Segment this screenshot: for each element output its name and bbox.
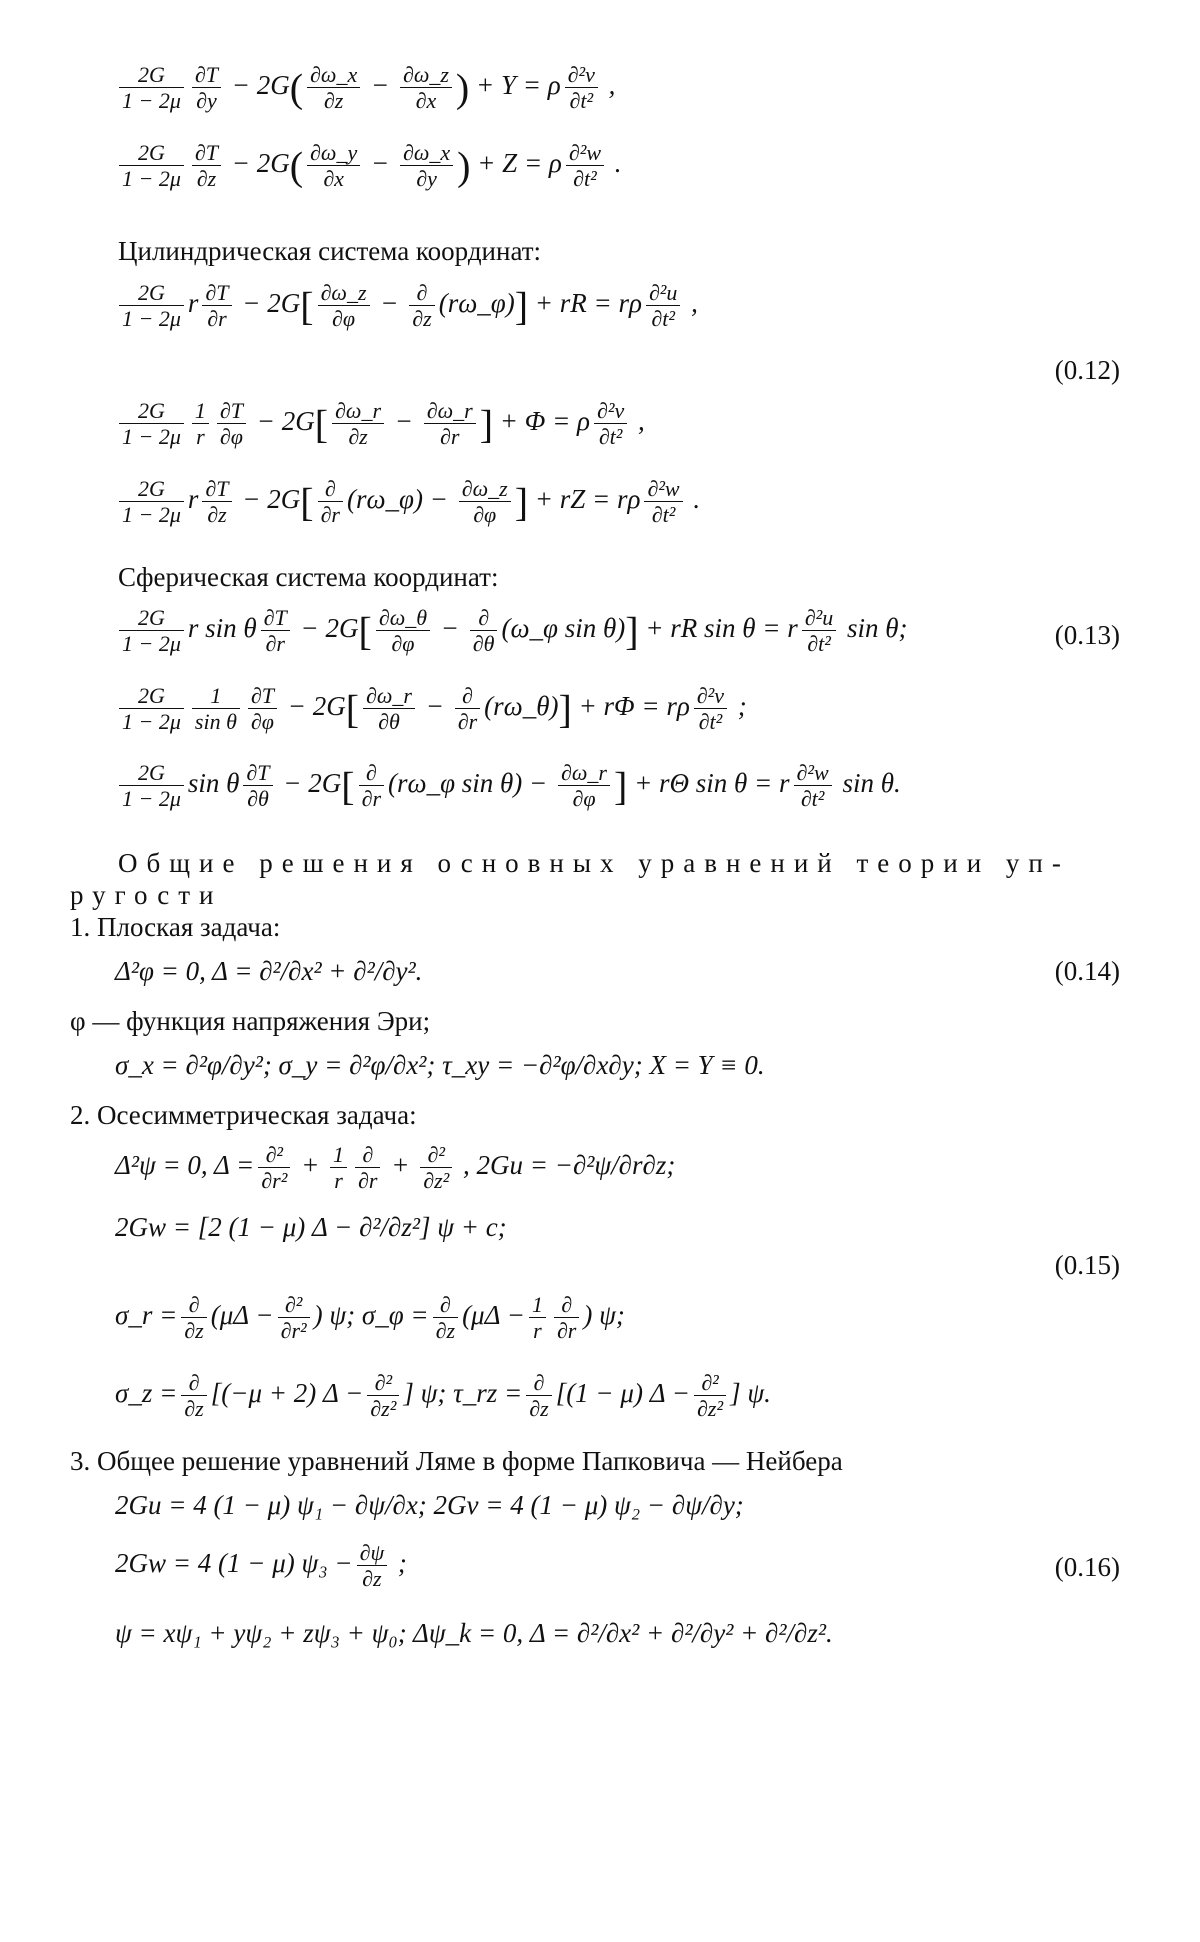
fraction: $\frac{\partial}{\partial z}$ — [409, 280, 434, 332]
axisym-line-2: 2Gw = [2 (1 − μ) Δ − ∂²/∂z²] ψ + c; — [115, 1212, 507, 1242]
fraction: $\frac{\partial}{\partial r}$ — [455, 683, 480, 735]
fraction: $\frac{\partial}{\partial z}$ — [526, 1370, 551, 1422]
papkovich-title: 3. Общее решение уравнений Ляме в форме Папковича — Нейбера — [70, 1446, 843, 1476]
fraction: $\frac{2G}{1 - 2\mu}$ — [119, 476, 184, 528]
papkovich-line-1: 2Gu = 4 (1 − μ) ψ₁ − ∂ψ/∂x; 2Gv = 4 (1 − μ) ψ₂ − ∂ψ/∂y; — [115, 1490, 744, 1520]
equation-number-0-13: (0.13) — [1054, 620, 1120, 650]
fraction: $\frac{\partial\omega\_z}{\partial\varphi}$ — [459, 476, 511, 528]
airy-function-desc: φ — функция напряжения Эри; — [70, 1006, 431, 1036]
fraction: $\frac{2G}{1 - 2\mu}$ — [119, 140, 184, 192]
cartesian-eq-y: $\frac{2G}{1 - 2\mu}$ $\frac{\partial T}{\partial y}$ − 2G( $\frac{\partial\omega\_x}{\partial z}$ − $\frac{\partial\omega\_z}{\partial x}$ ) + Y = ρ $\frac{\text{∂²v}}{\text{∂t²}}$ , — [115, 62, 615, 114]
fraction: $\frac{2G}{1 - 2\mu}$ — [119, 683, 184, 735]
spherical-eq-phi: $\frac{2G}{1 - 2\mu}$ $\frac{1}{\text{sin θ}}$ $\frac{\partial T}{\partial\varphi}$ − 2G[ $\frac{\partial\omega\_r}{\partial\theta}$ − $\frac{\partial}{\partial r}$ (rω_θ)] + rΦ = rρ $\frac{\text{∂²v}}{\text{∂t²}}$ ; — [115, 683, 747, 735]
fraction: $\frac{2G}{1 - 2\mu}$ — [119, 280, 184, 332]
fraction: $\frac{\partial\omega\_r}{\partial r}$ — [424, 398, 476, 450]
cartesian-eq-z: $\frac{2G}{1 - 2\mu}$ $\frac{\partial T}{\partial z}$ − 2G( $\frac{\partial\omega\_y}{\partial x}$ − $\frac{\partial\omega\_x}{\partial y}$ ) + Z = ρ $\frac{\text{∂²w}}{\text{∂t²}}$ . — [115, 140, 622, 192]
fraction: $\frac{\partial}{\partial z}$ — [433, 1292, 458, 1344]
axisym-line-3: σ_r = $\frac{\partial}{\partial z}$ (μΔ − $\frac{\text{∂²}}{\text{∂r²}}$ ) ψ; σ_φ = $\frac{\partial}{\partial z}$ (μΔ − $\frac{1}{r}$ $\frac{\partial}{\partial r}$ ) ψ; — [115, 1292, 625, 1344]
plane-biharmonic-eq: Δ²φ = 0, Δ = ∂²/∂x² + ∂²/∂y². — [115, 956, 423, 986]
fraction: $\frac{2G}{1 - 2\mu}$ — [119, 62, 184, 114]
fraction: $\frac{\partial\omega\_r}{\partial z}$ — [332, 398, 384, 450]
fraction: $\frac{\partial}{\partial r}$ — [359, 760, 384, 812]
fraction: $\frac{\partial T}{\partial z}$ — [202, 476, 231, 528]
fraction: $\frac{\partial T}{\partial\theta}$ — [243, 760, 272, 812]
fraction: $\frac{\partial\omega\_x}{\partial y}$ — [400, 140, 453, 192]
fraction: $\frac{2G}{1 - 2\mu}$ — [119, 760, 184, 812]
fraction: $\frac{2G}{1 - 2\mu}$ — [119, 605, 184, 657]
fraction: $\frac{1}{r}$ — [192, 398, 209, 450]
fraction: $\frac{\text{∂²w}}{\text{∂t²}}$ — [566, 140, 604, 192]
fraction: $\frac{\partial\psi}{\partial z}$ — [357, 1540, 388, 1592]
cylindrical-eq-r: $\frac{2G}{1 - 2\mu}$ r $\frac{\partial T}{\partial r}$ − 2G[ $\frac{\partial\omega\_z}{\partial\varphi}$ − $\frac{\partial}{\partial z}$ (rω_φ)] + rR = rρ $\frac{\text{∂²u}}{\text{∂t²}}$ , — [115, 280, 698, 332]
spherical-title: Сферическая система координат: — [118, 562, 499, 592]
fraction: $\frac{\partial}{\partial z}$ — [181, 1370, 206, 1422]
fraction: $\frac{\partial}{\partial r}$ — [318, 476, 343, 528]
fraction: $\frac{\text{∂²v}}{\text{∂t²}}$ — [565, 62, 598, 114]
fraction: $\frac{\partial}{\partial r}$ — [355, 1142, 380, 1194]
plane-stresses: σ_x = ∂²φ/∂y²; σ_y = ∂²φ/∂x²; τ_xy = −∂²φ/∂x∂y; X = Y ≡ 0. — [115, 1050, 765, 1080]
papkovich-line-3: ψ = xψ₁ + yψ₂ + zψ₃ + ψ₀; Δψ_k = 0, Δ = ∂²/∂x² + ∂²/∂y² + ∂²/∂z². — [115, 1618, 833, 1648]
plane-problem-title: 1. Плоская задача: — [70, 912, 281, 942]
fraction: $\frac{\partial T}{\partial r}$ — [202, 280, 231, 332]
fraction: $\frac{\text{∂²v}}{\text{∂t²}}$ — [594, 398, 627, 450]
fraction: $\frac{\partial}{\partial z}$ — [181, 1292, 206, 1344]
fraction: $\frac{\partial\omega\_y}{\partial x}$ — [307, 140, 360, 192]
fraction: $\frac{1}{r}$ — [529, 1292, 546, 1344]
fraction: $\frac{\text{∂²u}}{\text{∂t²}}$ — [646, 280, 680, 332]
fraction: $\frac{\partial\omega\_\theta}{\partial\varphi}$ — [376, 605, 430, 657]
fraction: $\frac{\partial\omega\_x}{\partial z}$ — [307, 62, 360, 114]
axisym-line-1: Δ²ψ = 0, Δ = $\frac{\text{∂²}}{\text{∂r²}}$ + $\frac{1}{r}$ $\frac{\partial}{\partial r}$ + $\frac{\text{∂²}}{\text{∂z²}}$ , 2Gu = −∂²ψ/∂r∂z; — [115, 1142, 676, 1194]
fraction: $\frac{\partial\omega\_z}{\partial\varphi}$ — [318, 280, 370, 332]
fraction: $\frac{\text{∂²u}}{\text{∂t²}}$ — [802, 605, 836, 657]
fraction: $\frac{\partial}{\partial r}$ — [554, 1292, 579, 1344]
equation-number-0-15: (0.15) — [1054, 1250, 1120, 1280]
axisym-title: 2. Осесимметрическая задача: — [70, 1100, 417, 1130]
fraction: $\frac{\partial T}{\partial r}$ — [261, 605, 290, 657]
fraction: $\frac{\partial T}{\partial\varphi}$ — [217, 398, 246, 450]
equation-number-0-12: (0.12) — [1054, 355, 1120, 385]
fraction: $\frac{\text{∂²w}}{\text{∂t²}}$ — [644, 476, 682, 528]
cylindrical-title: Цилиндрическая система координат: — [118, 236, 542, 266]
fraction: $\frac{\text{∂²v}}{\text{∂t²}}$ — [694, 683, 727, 735]
fraction: $\frac{\text{∂²}}{\text{∂z²}}$ — [367, 1370, 399, 1422]
spherical-eq-theta: $\frac{2G}{1 - 2\mu}$ sin θ $\frac{\partial T}{\partial\theta}$ − 2G[ $\frac{\partial}{\partial r}$ (rω_φ sin θ) − $\frac{\partial\omega\_r}{\partial\varphi}$ ] + rΘ sin θ = r $\frac{\text{∂²w}}{\text{∂t²}}$ sin θ. — [115, 760, 901, 812]
axisym-line-4: σ_z = $\frac{\partial}{\partial z}$ [(−μ + 2) Δ − $\frac{\text{∂²}}{\text{∂z²}}$ ] ψ; τ_rz = $\frac{\partial}{\partial z}$ [(1 − μ) Δ − $\frac{\text{∂²}}{\text{∂z²}}$ ] ψ. — [115, 1370, 771, 1422]
equation-number-0-14: (0.14) — [1054, 956, 1120, 986]
fraction: $\frac{\text{∂²}}{\text{∂r²}}$ — [278, 1292, 310, 1344]
fraction: $\frac{1}{r}$ — [330, 1142, 347, 1194]
fraction: $\frac{\partial\omega\_r}{\partial\varphi}$ — [558, 760, 610, 812]
fraction: $\frac{1}{\text{sin θ}}$ — [192, 683, 240, 735]
cylindrical-eq-z: $\frac{2G}{1 - 2\mu}$ r $\frac{\partial T}{\partial z}$ − 2G[ $\frac{\partial}{\partial r}$ (rω_φ) − $\frac{\partial\omega\_z}{\partial\varphi}$ ] + rZ = rρ $\frac{\text{∂²w}}{\text{∂t²}}$ . — [115, 476, 700, 528]
cylindrical-eq-phi: $\frac{2G}{1 - 2\mu}$ $\frac{1}{r}$ $\frac{\partial T}{\partial\varphi}$ − 2G[ $\frac{\partial\omega\_r}{\partial z}$ − $\frac{\partial\omega\_r}{\partial r}$ ] + Φ = ρ $\frac{\text{∂²v}}{\text{∂t²}}$ , — [115, 398, 645, 450]
fraction: $\frac{\partial T}{\partial z}$ — [192, 140, 221, 192]
fraction: $\frac{\text{∂²w}}{\text{∂t²}}$ — [794, 760, 832, 812]
fraction: $\frac{2G}{1 - 2\mu}$ — [119, 398, 184, 450]
section-heading-continued: ругости — [70, 880, 223, 910]
fraction: $\frac{\text{∂²}}{\text{∂r²}}$ — [258, 1142, 290, 1194]
section-heading: Общие решения основных уравнений теории уп- — [118, 848, 1070, 878]
spherical-eq-r: $\frac{2G}{1 - 2\mu}$ r sin θ $\frac{\partial T}{\partial r}$ − 2G[ $\frac{\partial\omega\_\theta}{\partial\varphi}$ − $\frac{\partial}{\partial\theta}$ (ω_φ sin θ)] + rR sin θ = r $\frac{\text{∂²u}}{\text{∂t²}}$ sin θ; — [115, 605, 908, 657]
fraction: $\frac{\partial\omega\_r}{\partial\theta}$ — [363, 683, 415, 735]
fraction: $\frac{\partial}{\partial\theta}$ — [470, 605, 498, 657]
fraction: $\frac{\partial T}{\partial\varphi}$ — [248, 683, 277, 735]
equation-number-0-16: (0.16) — [1054, 1552, 1120, 1582]
fraction: $\frac{\partial T}{\partial y}$ — [192, 62, 221, 114]
fraction: $\frac{\text{∂²}}{\text{∂z²}}$ — [420, 1142, 452, 1194]
papkovich-line-2: 2Gw = 4 (1 − μ) ψ₃ − $\frac{\partial\psi}{\partial z}$ ; — [115, 1540, 407, 1592]
fraction: $\frac{\partial\omega\_z}{\partial x}$ — [400, 62, 452, 114]
fraction: $\frac{\text{∂²}}{\text{∂z²}}$ — [694, 1370, 726, 1422]
